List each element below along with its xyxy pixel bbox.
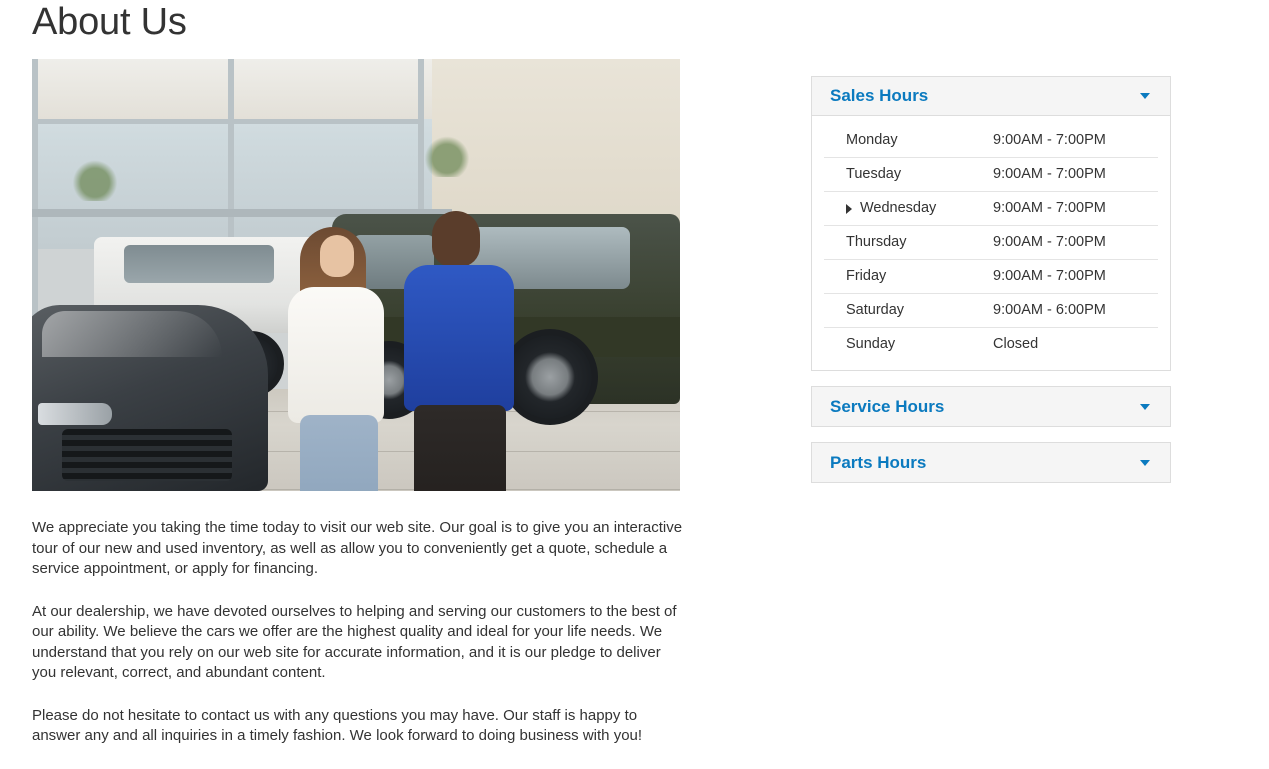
paragraph: We appreciate you taking the time today to visit our web site. Our goal is to give you an interactive tour of our new and used inventory, as well as allow you to conveniently get a quote, schedule a service appointment, or apply for financing.	[32, 519, 683, 577]
hours-value: Closed	[993, 336, 1039, 352]
chevron-down-icon[interactable]	[1140, 93, 1150, 99]
dealership-showroom-photo	[32, 59, 680, 491]
table-row	[824, 328, 1158, 362]
table-row	[824, 158, 1158, 192]
white-truck-windshield	[124, 245, 274, 283]
headlight	[38, 403, 112, 425]
palm-tree-icon	[424, 131, 470, 177]
service-hours-title: Service Hours	[830, 396, 945, 416]
salesperson-head	[432, 211, 480, 267]
day-label: Sunday	[846, 336, 896, 352]
parts-hours-panel	[811, 442, 1171, 483]
hours-value: 9:00AM - 7:00PM	[993, 268, 1106, 284]
table-row-today	[824, 192, 1158, 226]
day-label: Monday	[846, 132, 898, 148]
page-title: About Us	[32, 1, 187, 43]
parts-hours-title: Parts Hours	[830, 452, 927, 472]
left-content-column	[32, 59, 683, 744]
service-hours-panel	[811, 386, 1171, 427]
table-row	[824, 260, 1158, 294]
chevron-down-icon[interactable]	[1140, 404, 1150, 410]
day-label: Friday	[846, 268, 887, 284]
table-row	[824, 226, 1158, 260]
hours-value: 9:00AM - 6:00PM	[993, 302, 1106, 318]
window-mullion	[228, 59, 234, 259]
customer-shirt	[288, 287, 384, 423]
customer-jeans	[300, 415, 378, 491]
day-label: Thursday	[846, 234, 907, 250]
table-row	[824, 124, 1158, 158]
hours-value: 9:00AM - 7:00PM	[993, 132, 1106, 148]
car-hood-highlight	[42, 311, 222, 357]
row-marker-icon	[846, 204, 852, 214]
day-label: Saturday	[846, 302, 905, 318]
chevron-down-icon[interactable]	[1140, 460, 1150, 466]
sales-hours-panel	[811, 76, 1171, 371]
parts-hours-header[interactable]	[812, 443, 1170, 482]
sales-hours-title: Sales Hours	[830, 86, 929, 105]
hours-value: 9:00AM - 7:00PM	[993, 234, 1106, 250]
hours-value: 9:00AM - 7:00PM	[993, 166, 1106, 182]
service-hours-header[interactable]	[812, 387, 1170, 426]
sales-hours-table	[824, 124, 1158, 361]
sales-hours-body	[812, 124, 1170, 361]
hours-value: 9:00AM - 7:00PM	[993, 200, 1106, 216]
palm-tree-icon	[72, 155, 118, 201]
sales-hours-header[interactable]	[812, 77, 1170, 116]
car-grille	[62, 429, 232, 481]
hours-sidebar	[811, 76, 1171, 498]
about-us-body-text	[32, 518, 688, 769]
day-label: Wednesday	[824, 192, 989, 226]
salesperson-pants	[414, 405, 506, 491]
salesperson-polo	[404, 265, 514, 411]
paragraph: At our dealership, we have devoted ourselves to helping and serving our customers to the best of our ability. We believe the cars we offer are the highest quality and ideal for your life needs. We understand that you rely on our web site for accurate information, and it is our pledge to deliver you relevant, correct, and abundant content.	[32, 602, 677, 681]
day-label: Tuesday	[846, 166, 902, 182]
window-transom	[32, 119, 424, 124]
paragraph: Please do not hesitate to contact us with any questions you may have. Our staff is happy to answer any and all inquiries in a timely fashion. We look forward to doing business with you!	[32, 706, 643, 744]
table-row	[824, 294, 1158, 328]
wheel	[502, 329, 598, 425]
customer-face	[320, 235, 354, 277]
